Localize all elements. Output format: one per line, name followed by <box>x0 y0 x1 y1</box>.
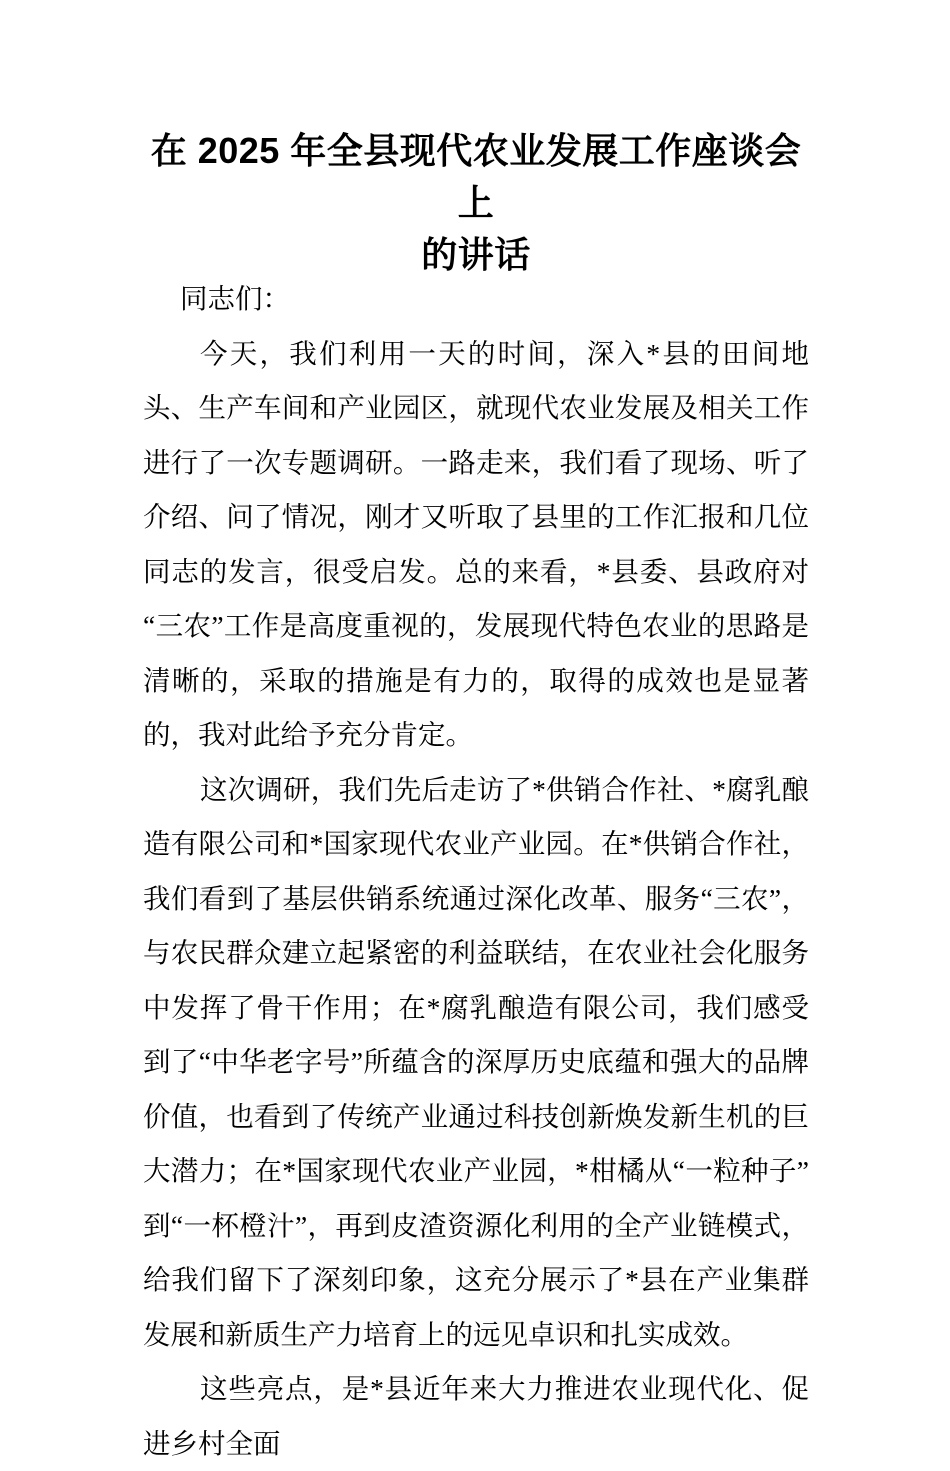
document-body <box>143 272 809 1471</box>
page-title-line-1: 在 2025 年全县现代农业发展工作座谈会上 <box>150 130 802 223</box>
body-paragraph-3: 这些亮点，是*县近年来大力推进农业现代化、促进乡村全面 <box>143 1373 809 1459</box>
salutation-paragraph: 同志们： <box>180 283 290 314</box>
page-title-line-2: 的讲话 <box>421 234 531 275</box>
body-paragraph-2: 这次调研，我们先后走访了*供销合作社、*腐乳酿造有限公司和*国家现代农业产业园。在*供销合作社，我们看到了基层供销系统通过深化改革、服务“三农”，与农民群众建立起紧密的利益联结，在农业社会化服务中发挥了骨干作用；在*腐乳酿造有限公司，我们感受到了“中华老字号”所蕴含的深厚历史底蕴和强大的品牌价值，也看到了传统产业通过科技创新焕发新生机的巨大潜力；在*国家现代农业产业园，*柑橘从“一粒种子”到“一杯橙汁”，再到皮渣资源化利用的全产业链模式，给我们留下了深刻印象，这充分展示了*县在产业集群发展和新质生产力培育上的远见卓识和扎实成效。 <box>143 773 809 1350</box>
page-title <box>143 125 809 281</box>
body-paragraph-1: 今天，我们利用一天的时间，深入*县的田间地头、生产车间和产业园区，就现代农业发展及相关工作进行了一次专题调研。一路走来，我们看了现场、听了介绍、问了情况，刚才又听取了县里的工作汇报和几位同志的发言，很受启发。总的来看，*县委、县政府对“三农”工作是高度重视的，发展现代特色农业的思路是清晰的，采取的措施是有力的，取得的成效也是显著的，我对此给予充分肯定。 <box>143 337 809 750</box>
